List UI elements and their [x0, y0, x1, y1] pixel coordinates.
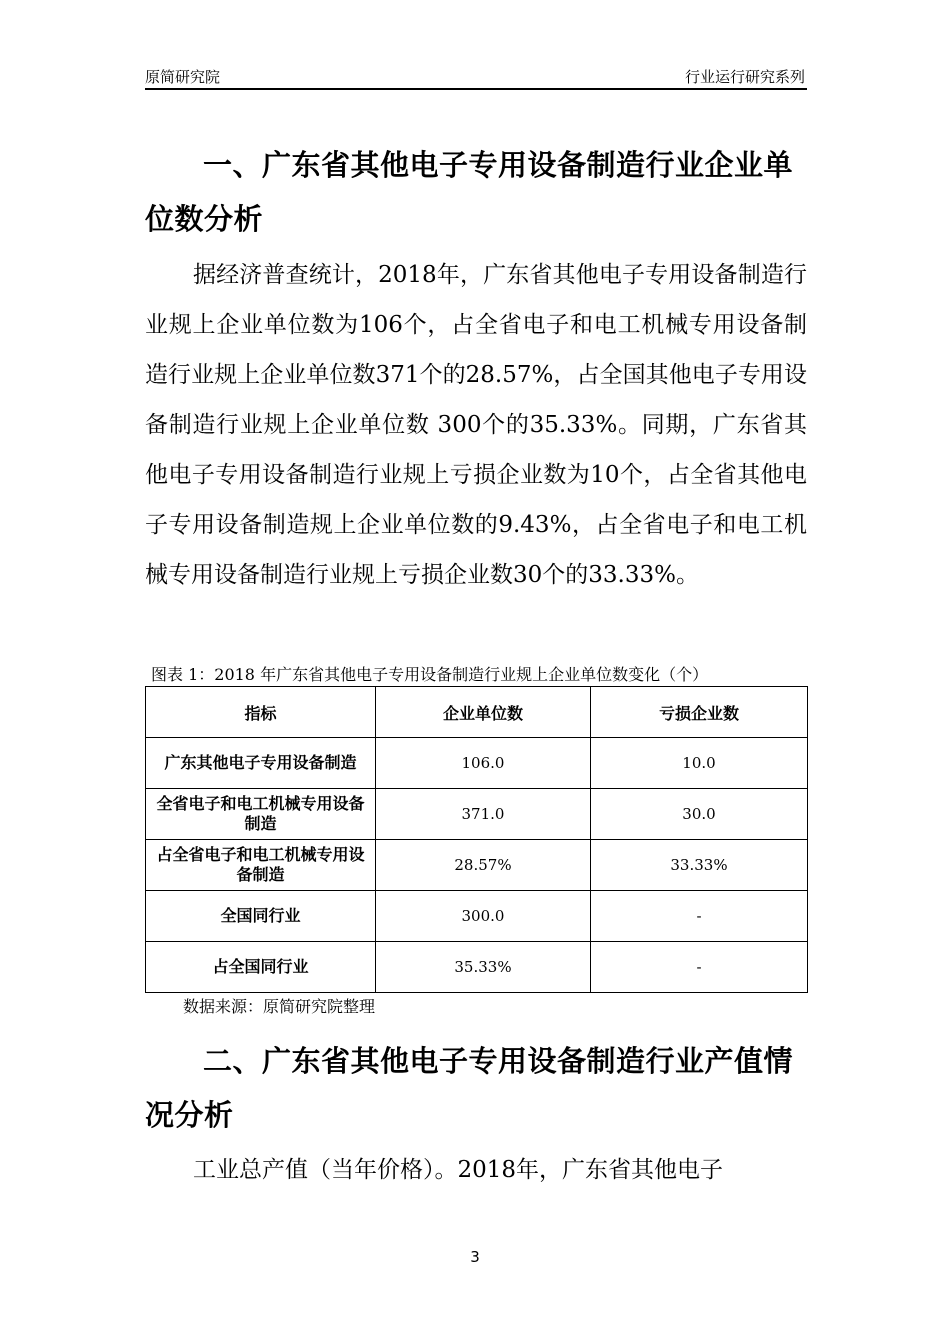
cell-enterprise-count: 28.57% — [376, 840, 591, 891]
cell-enterprise-count: 371.0 — [376, 789, 591, 840]
header-divider — [145, 88, 807, 90]
cell-enterprise-count: 300.0 — [376, 891, 591, 942]
row-label: 占全省电子和电工机械专用设备制造 — [146, 840, 376, 891]
section1-heading: 一、广东省其他电子专用设备制造行业企业单位数分析 — [145, 148, 794, 236]
cell-loss-count: - — [591, 891, 808, 942]
section2-heading: 二、广东省其他电子专用设备制造行业产值情况分析 — [145, 1044, 794, 1132]
table-row — [146, 738, 808, 789]
table-caption: 图表 1：2018 年广东省其他电子专用设备制造行业规上企业单位数变化（个） — [151, 665, 709, 684]
cell-loss-count: 10.0 — [591, 738, 808, 789]
cell-loss-count: 33.33% — [591, 840, 808, 891]
table-header-row — [146, 687, 808, 738]
table-row — [146, 840, 808, 891]
section2-paragraph: 工业总产值（当年价格）。2018年，广东省其他电子 — [193, 1157, 724, 1183]
col-header-loss-count: 亏损企业数 — [591, 687, 808, 738]
cell-enterprise-count: 106.0 — [376, 738, 591, 789]
page-number: 3 — [470, 1248, 480, 1266]
row-label: 广东其他电子专用设备制造 — [146, 738, 376, 789]
row-label: 全省电子和电工机械专用设备制造 — [146, 789, 376, 840]
table-row — [146, 789, 808, 840]
cell-loss-count: - — [591, 942, 808, 993]
cell-loss-count: 30.0 — [591, 789, 808, 840]
header-right-title: 行业运行研究系列 — [684, 68, 805, 86]
data-table — [145, 686, 808, 993]
cell-enterprise-count: 35.33% — [376, 942, 591, 993]
header-left-title: 原简研究院 — [145, 68, 221, 86]
data-source-note: 数据来源：原简研究院整理 — [183, 997, 376, 1016]
section1-paragraph: 据经济普查统计，2018年，广东省其他电子专用设备制造行业规上企业单位数为106个，占全省电子和电工机械专用设备制造行业规上企业单位数371个的28.57%，占全国其他电子专用设备制造行业规上企业单位数 300个的35.33%。同期，广东省其他电子专用设备制造行业规上亏损企业数为10个，占全省其他电子专用设备制造规上企业单位数的9.43%，占全省电子和电工机械专用设备制造行业规上亏损企业数30个的33.33%。 — [145, 262, 807, 588]
row-label: 全国同行业 — [146, 891, 376, 942]
table-row — [146, 891, 808, 942]
col-header-indicator: 指标 — [146, 687, 376, 738]
table-row — [146, 942, 808, 993]
col-header-enterprise-count: 企业单位数 — [376, 687, 591, 738]
row-label: 占全国同行业 — [146, 942, 376, 993]
